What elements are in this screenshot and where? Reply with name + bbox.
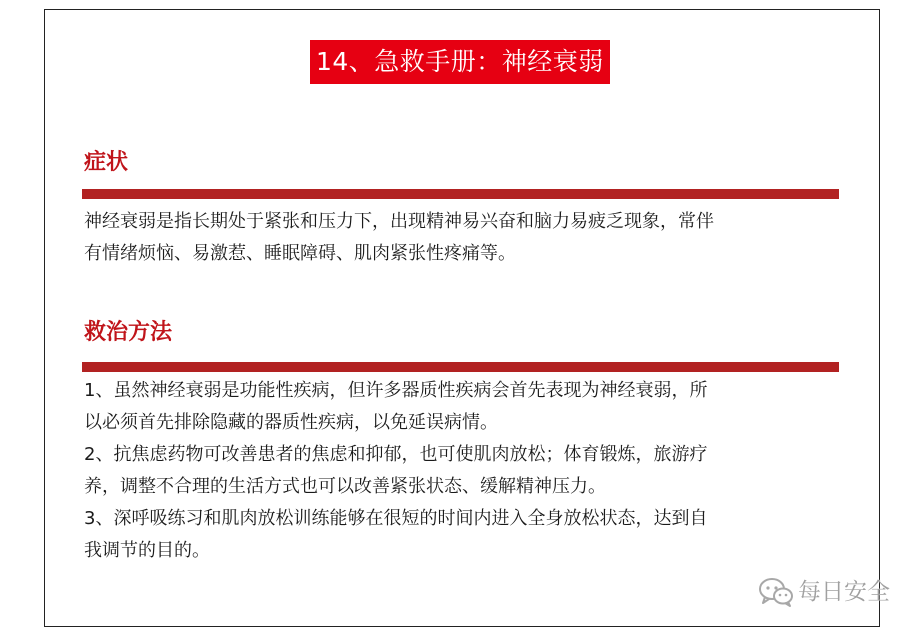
text-line: 有情绪烦恼、易激惹、睡眠障碍、肌肉紧张性疼痛等。	[84, 243, 516, 264]
text-line: 神经衰弱是指长期处于紧张和压力下，出现精神易兴奋和脑力易疲乏现象，常伴	[84, 211, 714, 232]
text-line: 3、深呼吸练习和肌肉放松训练能够在很短的时间内进入全身放松状态，达到自	[84, 508, 708, 529]
watermark-text: 每日安全	[798, 579, 890, 605]
symptoms-paragraph	[84, 206, 836, 270]
wechat-icon	[758, 576, 794, 608]
text-line: 养，调整不合理的生活方式也可以改善紧张状态、缓解精神压力。	[84, 476, 606, 497]
treatment-paragraph	[84, 375, 836, 567]
section-heading-symptoms: 症状	[84, 150, 129, 175]
watermark	[754, 572, 915, 612]
text-line: 2、抗焦虑药物可改善患者的焦虑和抑郁，也可使肌肉放松；体育锻炼，旅游疗	[84, 444, 708, 465]
section-divider	[82, 189, 839, 199]
text-line: 1、虽然神经衰弱是功能性疾病，但许多器质性疾病会首先表现为神经衰弱，所	[84, 380, 708, 401]
text-line: 以必须首先排除隐藏的器质性疾病，以免延误病情。	[84, 412, 498, 433]
section-divider	[82, 362, 839, 372]
text-line: 我调节的目的。	[84, 540, 210, 561]
section-heading-treatment: 救治方法	[84, 320, 173, 345]
page-title: 14、急救手册：神经衰弱	[310, 40, 610, 84]
